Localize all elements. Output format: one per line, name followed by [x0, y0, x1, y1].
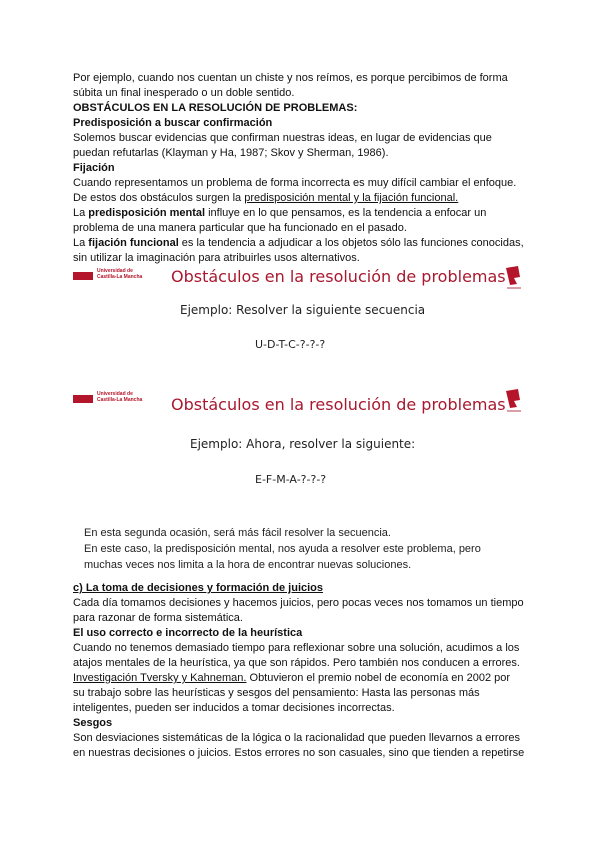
slide-subtitle: Ejemplo: Resolver la siguiente secuencia — [180, 303, 426, 317]
faculty-logo-icon — [498, 265, 528, 291]
sesgos-line: Son desviaciones sistemáticas de la lógica o la racionalidad que pueden llevarnos a errores — [73, 732, 520, 744]
intro-paragraph — [73, 71, 528, 266]
heuristica-line: su trabajo sobre las heurísticas y sesgos del pensamiento: Hasta las personas más — [73, 687, 480, 699]
decisions-section — [73, 581, 528, 761]
text-run: es la tendencia a adjudicar a los objetos sólo las funciones conocidas, — [178, 237, 524, 249]
logo-line: Universidad de — [97, 391, 133, 397]
slide-title: Obstáculos en la resolución de problemas — [171, 395, 506, 414]
decisions-line: para razonar de forma sistemática. — [73, 612, 243, 624]
text-run: influye en lo que pensamos, es la tendencia a enfocar un — [205, 207, 487, 219]
text-run: La — [73, 237, 89, 249]
slide-1 — [73, 265, 528, 385]
slide-note — [84, 525, 524, 573]
faculty-logo-icon — [498, 388, 528, 414]
uclm-logo-text — [97, 268, 142, 280]
section-title: OBSTÁCULOS EN LA RESOLUCIÓN DE PROBLEMAS: — [73, 102, 358, 114]
fijacion-line: Cuando representamos un problema de forma incorrecta es muy difícil cambiar el enfoque. — [73, 177, 517, 189]
uclm-logo — [73, 268, 153, 288]
logo-line: Castilla-La Mancha — [97, 274, 143, 280]
fijacion-line: problema de una manera particular que ha funcionado en el pasado. — [73, 222, 407, 234]
decisions-heading: c) La toma de decisiones y formación de juicios — [73, 582, 324, 594]
uclm-logo-mark — [73, 395, 93, 403]
slide-sequence: E-F-M-A-?-?-? — [255, 473, 327, 486]
fijacion-heading: Fijación — [73, 162, 115, 174]
sesgos-line: en nuestras decisiones o juicios. Estos errores no son casuales, sino que tienden a repetirse — [73, 747, 525, 759]
note-line: muchas veces nos limita a la hora de encontrar nuevas soluciones. — [84, 559, 412, 571]
slide-2 — [73, 388, 528, 508]
slide-subtitle: Ejemplo: Ahora, resolver la siguiente: — [190, 437, 416, 451]
tversky-link[interactable]: Investigación Tversky y Kahneman. — [73, 672, 247, 684]
pred-line: Solemos buscar evidencias que confirman nuestras ideas, en lugar de evidencias que — [73, 132, 492, 144]
fijacion-line — [73, 206, 528, 221]
slide-sequence: U-D-T-C-?-?-? — [255, 338, 326, 351]
note-line: En este caso, la predisposición mental, nos ayuda a resolver este problema, pero — [84, 543, 481, 555]
bold-term: predisposición mental — [88, 207, 206, 219]
text-run: La — [73, 207, 89, 219]
uclm-logo-mark — [73, 272, 93, 280]
heuristica-heading: El uso correcto e incorrecto de la heurística — [73, 627, 303, 639]
text-run: Obtuvieron el premio nobel de economía en 2002 por — [246, 672, 511, 684]
fijacion-link[interactable]: predisposición mental y la fijación funcional. — [244, 192, 459, 204]
pred-heading: Predisposición a buscar confirmación — [73, 117, 273, 129]
note-line: En esta segunda ocasión, será más fácil resolver la secuencia. — [84, 527, 391, 539]
pred-line: puedan refutarlas (Klayman y Ha, 1987; Skov y Sherman, 1986). — [73, 147, 389, 159]
heuristica-line: inteligentes, pueden ser inducidos a tomar decisiones incorrectas. — [73, 702, 395, 714]
fijacion-line — [73, 191, 528, 206]
logo-line: Castilla-La Mancha — [97, 397, 143, 403]
bold-term: fijación funcional — [88, 237, 179, 249]
text-run: De estos dos obstáculos surgen la — [73, 192, 245, 204]
heuristica-line: atajos mentales de la heurística, ya que son rápidos. Pero también nos conducen a errores. — [73, 657, 520, 669]
heuristica-line: Cuando no tenemos demasiado tiempo para reflexionar sobre una solución, acudimos a los — [73, 642, 520, 654]
sesgos-heading: Sesgos — [73, 717, 113, 729]
intro-line: súbita un final inesperado o un doble sentido. — [73, 87, 295, 99]
fijacion-line — [73, 236, 528, 251]
heuristica-line — [73, 671, 528, 686]
fijacion-line: sin utilizar la imaginación para atribuirles usos alternativos. — [73, 252, 360, 264]
decisions-line: Cada día tomamos decisiones y hacemos juicios, pero pocas veces nos tomamos un tiempo — [73, 597, 524, 609]
slide-title: Obstáculos en la resolución de problemas — [171, 267, 506, 286]
logo-line: Universidad de — [97, 268, 133, 274]
uclm-logo — [73, 391, 153, 411]
intro-line: Por ejemplo, cuando nos cuentan un chiste y nos reímos, es porque percibimos de forma — [73, 72, 508, 84]
uclm-logo-text — [97, 391, 142, 403]
